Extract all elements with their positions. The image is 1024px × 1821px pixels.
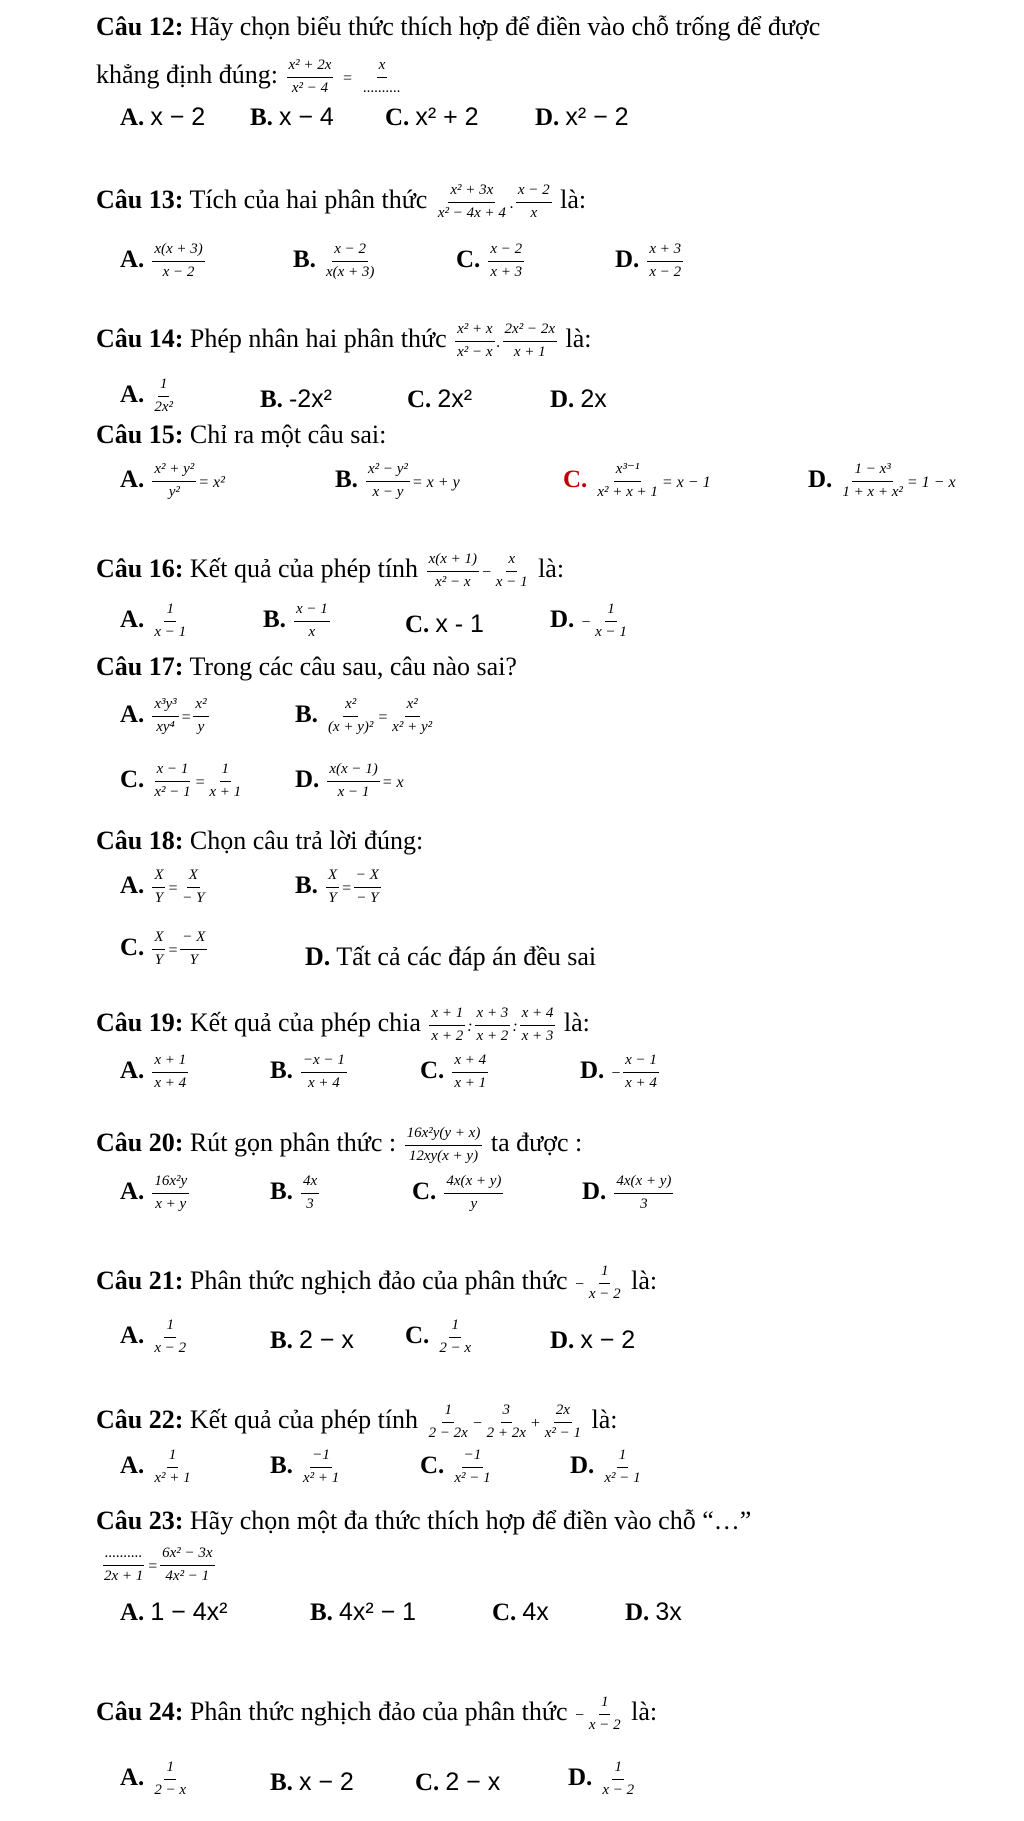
fraction-2: $\frac{x}{x - 1}$	[495, 551, 528, 590]
question-14: Câu 14: Phép nhân hai phân thức $\frac{\text{x² + x}}{\text{x² − x}}$ . $\frac{\text{2x² − 2x}}{x + 1}$ là:	[96, 321, 592, 360]
question-number: Câu 16:	[96, 554, 184, 584]
question-tail: ta được :	[490, 1128, 583, 1158]
fraction-3: $\frac{x + 4}{x + 3}$	[521, 1005, 554, 1044]
q23-equation: $\frac{..........}{2x + 1}$ = $\frac{\text{6x² − 3x}}{\text{4x² − 1}}$	[100, 1546, 217, 1585]
option-c[interactable]: C. 4x	[492, 1598, 549, 1626]
option-b[interactable]: B. -2x²	[260, 385, 332, 413]
question-15	[96, 422, 386, 448]
option-b[interactable]: B. 4x² − 1	[310, 1598, 417, 1626]
option-c[interactable]: C. $\frac{1}{2 - x}$	[405, 1317, 472, 1356]
question-text: Chỉ ra một câu sai:	[189, 420, 387, 449]
option-a[interactable]: A. $\frac{\text{x² + y²}}{\text{y²}}$ = x²	[120, 461, 225, 500]
question-18	[96, 828, 423, 854]
question-23	[96, 1508, 751, 1534]
option-d[interactable]: D. $\frac{1}{x - 2}$	[568, 1759, 635, 1798]
option-d[interactable]: D. 3x	[625, 1598, 682, 1626]
option-b[interactable]: B. $\frac{-x - 1}{x + 4}$	[270, 1052, 345, 1091]
question-number: Câu 15:	[96, 420, 184, 449]
question-13: Câu 13: Tích của hai phân thức $\frac{\text{x² + 3x}}{\text{x² − 4x + 4}}$ . $\frac{x - 2}{x}$ là:	[96, 182, 587, 221]
question-21: Câu 21: Phân thức nghịch đảo của phân thức − $\frac{1}{x - 2}$ là:	[96, 1263, 658, 1302]
question-number: Câu 24:	[96, 1697, 184, 1727]
option-a[interactable]: A. $\frac{x + 1}{x + 4}$	[120, 1052, 187, 1091]
option-b[interactable]: B. $\frac{\text{x² − y²}}{x - y}$ = x + y	[335, 461, 460, 500]
option-b[interactable]: B. x − 4	[250, 103, 334, 131]
fraction-1: $\frac{x(x + 1)}{\text{x² − x}}$	[428, 551, 477, 590]
option-a[interactable]: A. $\frac{1}{\text{x² + 1}}$	[120, 1447, 191, 1486]
question-24: Câu 24: Phân thức nghịch đảo của phân thức − $\frac{1}{x - 2}$ là:	[96, 1694, 658, 1733]
fraction-1: $\frac{1}{x - 2}$	[588, 1694, 621, 1733]
question-number: Câu 12:	[96, 12, 184, 41]
option-c[interactable]: C. $\frac{-1}{\text{x² − 1}}$	[420, 1447, 491, 1486]
question-12	[96, 14, 820, 40]
option-b[interactable]: B. $\frac{\text{x²}}{\text{(x + y)²}}$ = $\frac{\text{x²}}{\text{x² + y²}}$	[295, 696, 433, 735]
fraction-1: $\frac{\text{16x²y(y + x)}}{12xy(x + y)}$	[406, 1125, 481, 1164]
option-d[interactable]: D. − $\frac{1}{x - 1}$	[550, 601, 627, 640]
option-a[interactable]: A. 1 − 4x²	[120, 1598, 228, 1626]
fraction-2: $\frac{x - 2}{x}$	[517, 182, 550, 221]
option-d[interactable]: D. $\frac{4x(x + y)}{3}$	[582, 1173, 672, 1212]
option-d[interactable]: D. x² − 2	[535, 103, 629, 131]
question-tail: là:	[631, 1697, 658, 1727]
question-16: Câu 16: Kết quả của phép tính $\frac{x(x + 1)}{\text{x² − x}}$ − $\frac{x}{x - 1}$ là:	[96, 551, 565, 590]
question-text: Tích của hai phân thức	[189, 185, 428, 215]
question-number: Câu 14:	[96, 324, 184, 354]
fraction-1: $\frac{1}{x - 2}$	[588, 1263, 621, 1302]
question-text: Rút gọn phân thức :	[189, 1128, 397, 1158]
option-a[interactable]: A. $\frac{1}{x - 1}$	[120, 601, 187, 640]
option-d[interactable]: D. $\frac{1}{\text{x² − 1}}$	[570, 1447, 641, 1486]
question-tail: là:	[563, 1008, 590, 1038]
question-number: Câu 17:	[96, 652, 184, 681]
option-b[interactable]: B. $\frac{-1}{\text{x² + 1}}$	[270, 1447, 340, 1486]
option-b[interactable]: B. 2 − x	[270, 1326, 354, 1354]
option-d[interactable]: D. Tất cả các đáp án đều sai	[305, 942, 597, 971]
option-c[interactable]: C. $\frac{4x(x + y)}{y}$	[412, 1173, 502, 1212]
question-tail: là:	[538, 554, 565, 584]
question-text: Kết quả của phép tính	[189, 554, 419, 584]
option-c[interactable]: C. x - 1	[405, 610, 484, 638]
question-number: Câu 21:	[96, 1266, 184, 1296]
question-text: Phép nhân hai phân thức	[189, 324, 447, 354]
question-text: Hãy chọn biểu thức thích hợp để điền vào chỗ trống để được	[189, 12, 821, 41]
question-number: Câu 20:	[96, 1128, 184, 1158]
question-tail: là:	[631, 1266, 658, 1296]
option-d[interactable]: D. $\frac{x + 3}{x - 2}$	[615, 241, 682, 280]
question-text: Trong các câu sau, câu nào sai?	[189, 652, 517, 681]
option-c[interactable]: C. 2x²	[407, 385, 473, 413]
option-b[interactable]: B. $\frac{x - 1}{x}$	[263, 601, 328, 640]
option-c[interactable]: C. $\frac{x - 1}{\text{x² − 1}}$ = $\frac{1}{x + 1}$	[120, 761, 242, 800]
lhs-fraction: $\frac{\text{x² + 2x}}{\text{x² − 4}}$	[288, 57, 332, 96]
option-a[interactable]: A. $\frac{x(x + 3)}{x - 2}$	[120, 241, 203, 280]
fraction-1: $\frac{\text{x² + 3x}}{\text{x² − 4x + 4}}$	[437, 182, 506, 221]
fraction-2: $\frac{x + 3}{x + 2}$	[476, 1005, 509, 1044]
option-d[interactable]: D. x − 2	[550, 1326, 636, 1354]
question-text: Chọn câu trả lời đúng:	[189, 826, 424, 855]
question-number: Câu 19:	[96, 1008, 184, 1038]
question-number: Câu 18:	[96, 826, 184, 855]
option-a[interactable]: A. $\frac{1}{2 - x}$	[120, 1759, 187, 1798]
option-a[interactable]: A. $\frac{1}{x - 2}$	[120, 1317, 187, 1356]
fraction-2: $\frac{3}{2 + 2x}$	[486, 1402, 526, 1441]
rhs-fraction: $\frac{x}{..........}$	[363, 57, 401, 96]
question-tail: là:	[591, 1405, 618, 1435]
option-c[interactable]: C. $\frac{\text{x³⁻¹}}{\text{x² + x + 1}}$ = x − 1	[563, 461, 711, 500]
question-tail: là:	[560, 185, 587, 215]
fraction-1: $\frac{\text{x² + x}}{\text{x² − x}}$	[457, 321, 493, 360]
fraction-1: $\frac{x + 1}{x + 2}$	[431, 1005, 464, 1044]
question-text: khẳng định đúng:	[96, 60, 278, 90]
option-b[interactable]: B. $\frac{X}{Y}$ = $\frac{- X}{- Y}$	[295, 867, 379, 906]
fraction-2: $\frac{\text{2x² − 2x}}{x + 1}$	[504, 321, 555, 360]
option-c[interactable]: C. x² + 2	[385, 103, 479, 131]
option-a[interactable]: A. x − 2	[120, 103, 206, 131]
option-d[interactable]: D. 2x	[550, 385, 607, 413]
option-d[interactable]: D. $\frac{\text{1 − x³}}{\text{1 + x + x²}}$ = 1 − x	[808, 461, 956, 500]
question-17	[96, 654, 517, 680]
question-22: Câu 22: Kết quả của phép tính $\frac{1}{2 - 2x}$ − $\frac{3}{2 + 2x}$ + $\frac{2x}{\text{x² − 1}}$ là:	[96, 1402, 618, 1441]
option-c[interactable]: C. $\frac{x + 4}{x + 1}$	[420, 1052, 487, 1091]
option-b[interactable]: B. $\frac{x - 2}{x(x + 3)}$	[293, 241, 375, 280]
question-number: Câu 13:	[96, 185, 184, 215]
option-b[interactable]: B. x − 2	[270, 1768, 354, 1796]
option-a[interactable]: A. $\frac{X}{Y}$ = $\frac{X}{- Y}$	[120, 867, 205, 906]
fraction-3: $\frac{2x}{\text{x² − 1}}$	[544, 1402, 581, 1441]
lhs-fraction: $\frac{..........}{2x + 1}$	[104, 1545, 144, 1584]
fraction-1: $\frac{1}{2 - 2x}$	[428, 1402, 468, 1441]
option-b[interactable]: B. $\frac{4x}{3}$	[270, 1173, 318, 1212]
question-text: Kết quả của phép tính	[189, 1405, 419, 1435]
question-19: Câu 19: Kết quả của phép chia $\frac{x + 1}{x + 2}$ : $\frac{x + 3}{x + 2}$ : $\frac{x + 4}{x + 3}$ là:	[96, 1005, 590, 1044]
question-12-line2: khẳng định đúng: $\frac{\text{x² + 2x}}{\text{x² − 4}}$ = $\frac{x}{..........}$	[96, 58, 405, 97]
rhs-fraction: $\frac{\text{6x² − 3x}}{\text{4x² − 1}}$	[162, 1545, 213, 1584]
option-a[interactable]: A. $\frac{1}{\text{2x²}}$	[120, 376, 173, 415]
question-text: Hãy chọn một đa thức thích hợp để điền vào chỗ “…”	[189, 1506, 752, 1535]
option-a[interactable]: A. $\frac{\text{16x²y}}{x + y}$	[120, 1173, 188, 1212]
question-text: Phân thức nghịch đảo của phân thức	[189, 1266, 568, 1296]
option-d[interactable]: D. − $\frac{x - 1}{x + 4}$	[580, 1052, 657, 1091]
option-c[interactable]: C. $\frac{x - 2}{x + 3}$	[456, 241, 523, 280]
question-text: Kết quả của phép chia	[189, 1008, 421, 1038]
question-number: Câu 22:	[96, 1405, 184, 1435]
question-20	[96, 1126, 582, 1165]
option-c[interactable]: C. 2 − x	[415, 1768, 501, 1796]
question-number: Câu 23:	[96, 1506, 184, 1535]
option-a[interactable]: A. $\frac{\text{x³y³}}{\text{xy⁴}}$ = $\frac{\text{x²}}{y}$	[120, 696, 207, 735]
question-text: Phân thức nghịch đảo của phân thức	[189, 1697, 568, 1727]
option-c[interactable]: C. $\frac{X}{Y}$ = $\frac{- X}{Y}$	[120, 929, 206, 968]
option-d[interactable]: D. $\frac{x(x - 1)}{x - 1}$ = x	[295, 761, 404, 800]
question-tail: là:	[565, 324, 592, 354]
